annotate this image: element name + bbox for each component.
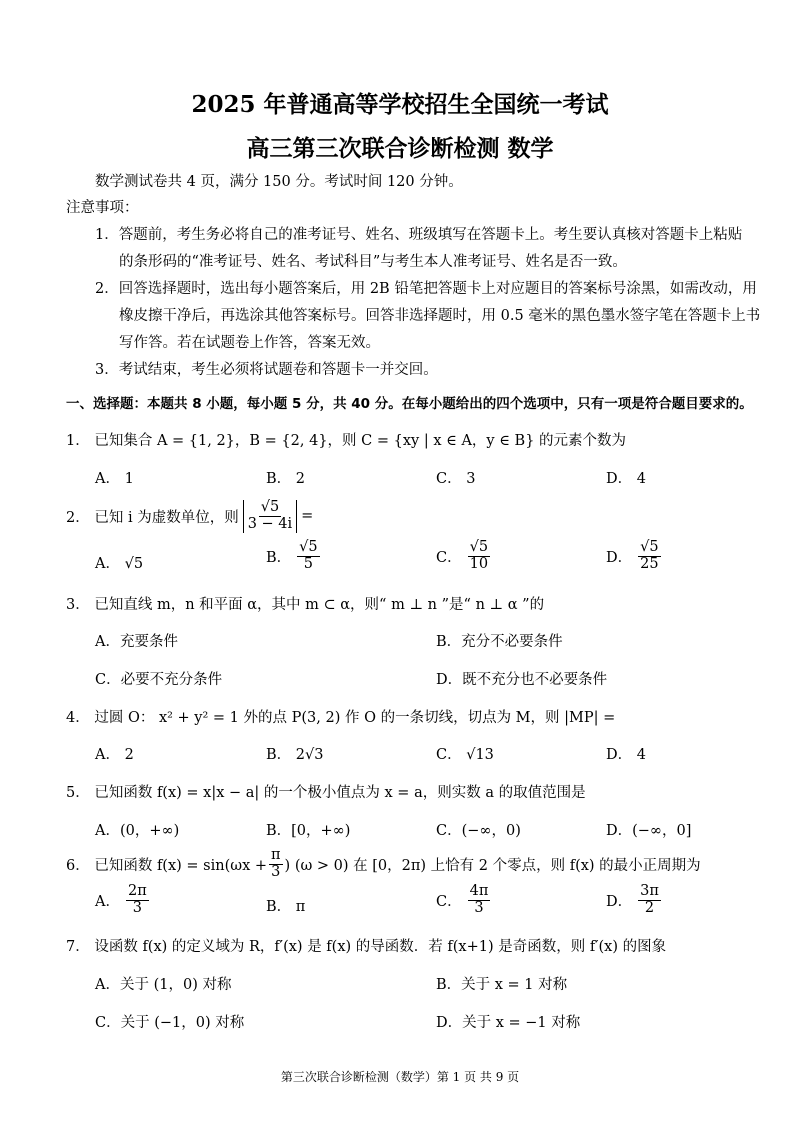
option-d-numerator: 3π (640, 883, 659, 899)
question-6-option-b: B． π (266, 899, 306, 915)
question-6-fraction-numerator: π (271, 847, 281, 863)
question-2-stem (66, 500, 313, 533)
question-4-option-b: B． 2√3 (266, 747, 324, 763)
question-3-option-a: A．充要条件 (95, 634, 178, 650)
question-1-stem: 1． 已知集合 A = {1, 2}，B = {2, 4}，则 C = {xy | x ∈ A，y ∈ B} 的元素个数为 (66, 433, 627, 449)
notice-heading: 注意事项： (66, 200, 139, 216)
notice-1-line-2: 的条形码的“准考证号、姓名、考试科目”与考生本人准考证号、姓名是否一致。 (119, 254, 627, 270)
question-5-stem: 5． 已知函数 f(x) = x|x − a| 的一个极小值点为 x = a，则实数 a 的取值范围是 (66, 785, 586, 801)
option-a-denominator: 3 (132, 899, 142, 916)
option-c-denominator: 10 (469, 555, 489, 572)
option-c-label: C． (436, 893, 462, 910)
question-2-option-d (606, 540, 661, 573)
question-1-option-a: A． 1 (95, 471, 134, 487)
question-1-option-c: C． 3 (436, 471, 476, 487)
option-c-denominator: 3 (474, 899, 484, 916)
notice-2-line-1: 2．回答选择题时，选出每小题答案后，用 2B 铅笔把答题卡上对应题目的答案标号涂黑，如需改动，用 (95, 281, 757, 297)
question-3-option-c: C．必要不充分条件 (95, 672, 223, 688)
question-5-option-d: D．(−∞，0] (606, 823, 692, 839)
option-a-numerator: 2π (127, 883, 147, 899)
question-2-fraction-denominator: 3 − 4i (247, 515, 293, 532)
section-1-heading: 一、选择题：本题共 8 小题，每小题 5 分，共 40 分。在每小题给出的四个选项中，只有一项是符合题目要求的。 (66, 396, 753, 412)
notice-1-line-1: 1．答题前，考生务必将自己的准考证号、姓名、班级填写在答题卡上。考生要认真核对答题卡上粘贴 (95, 227, 743, 243)
question-6-stem-prefix: 6． 已知函数 f(x) = sin(ωx + (66, 857, 268, 874)
question-2-fraction-numerator: √5 (260, 499, 280, 515)
question-7-stem: 7． 设函数 f(x) 的定义域为 R，f′(x) 是 f(x) 的导函数．若 f(x+1) 是奇函数，则 f′(x) 的图象 (66, 939, 667, 955)
question-2-stem-prefix: 2． 已知 i 为虚数单位，则 (66, 509, 239, 526)
question-7-option-a: A．关于 (1，0) 对称 (95, 977, 232, 993)
option-d-denominator: 2 (644, 899, 655, 916)
question-4-option-c: C． √13 (436, 747, 494, 763)
exam-subtitle: 高三第三次联合诊断检测 数学 (246, 135, 554, 162)
option-c-numerator: 4π (469, 883, 489, 899)
question-2-option-b (266, 540, 320, 573)
question-6-stem (66, 848, 701, 881)
question-6-option-a (95, 884, 149, 917)
question-6-fraction-denominator: 3 (271, 863, 281, 880)
question-7-option-d: D．关于 x = −1 对称 (436, 1015, 581, 1031)
notice-2-line-3: 写作答。若在试题卷上作答，答案无效。 (119, 335, 380, 351)
option-c-numerator: √5 (469, 539, 489, 555)
question-3-stem: 3． 已知直线 m，n 和平面 α，其中 m ⊂ α，则“ m ⊥ n ”是“ n ⊥ α ”的 (66, 597, 545, 613)
question-4-option-d: D． 4 (606, 747, 646, 763)
option-d-denominator: 25 (640, 555, 659, 572)
option-d-label: D． (606, 549, 633, 566)
question-6-option-c (436, 884, 490, 917)
question-3-option-b: B．充分不必要条件 (436, 634, 563, 650)
question-2-stem-suffix: = (301, 508, 314, 525)
option-b-denominator: 5 (303, 555, 313, 572)
question-7-option-c: C．关于 (−1，0) 对称 (95, 1015, 245, 1031)
question-6-option-d (606, 884, 661, 917)
question-5-option-c: C．(−∞，0) (436, 823, 521, 839)
page-footer: 第三次联合诊断检测（数学）第 1 页 共 9 页 (280, 1070, 520, 1084)
question-5-option-a: A．(0，+∞) (95, 823, 180, 839)
question-7-option-b: B．关于 x = 1 对称 (436, 977, 568, 993)
question-2-option-c (436, 540, 490, 573)
option-b-label: B． (266, 549, 292, 566)
option-d-numerator: √5 (640, 539, 659, 555)
question-4-option-a: A． 2 (95, 747, 134, 763)
option-a-label: A． (95, 893, 120, 910)
option-d-label: D． (606, 893, 633, 910)
notice-2-line-2: 橡皮擦干净后，再选涂其他答案标号。回答非选择题时，用 0.5 毫米的黑色墨水签字笔在答题卡上书 (119, 308, 761, 324)
question-6-stem-suffix: ) (ω > 0) 在 [0，2π) 上恰有 2 个零点，则 f(x) 的最小正周期为 (284, 857, 701, 874)
question-1-option-b: B． 2 (266, 471, 305, 487)
question-2-abs-fraction (243, 500, 297, 533)
question-5-option-b: B．[0，+∞) (266, 823, 351, 839)
option-b-numerator: √5 (299, 539, 318, 555)
question-2-option-a: A． √5 (95, 556, 144, 572)
question-1-option-d: D． 4 (606, 471, 646, 487)
question-4-stem: 4． 过圆 O： x² + y² = 1 外的点 P(3, 2) 作 O 的一条切线，切点为 M，则 |MP| = (66, 710, 616, 726)
notice-3: 3．考试结束，考生必须将试题卷和答题卡一并交回。 (95, 362, 438, 378)
exam-title: 2025 年普通高等学校招生全国统一考试 (191, 91, 609, 118)
exam-summary: 数学测试卷共 4 页，满分 150 分。考试时间 120 分钟。 (95, 174, 463, 190)
option-c-label: C． (436, 549, 462, 566)
question-3-option-d: D．既不充分也不必要条件 (436, 672, 608, 688)
